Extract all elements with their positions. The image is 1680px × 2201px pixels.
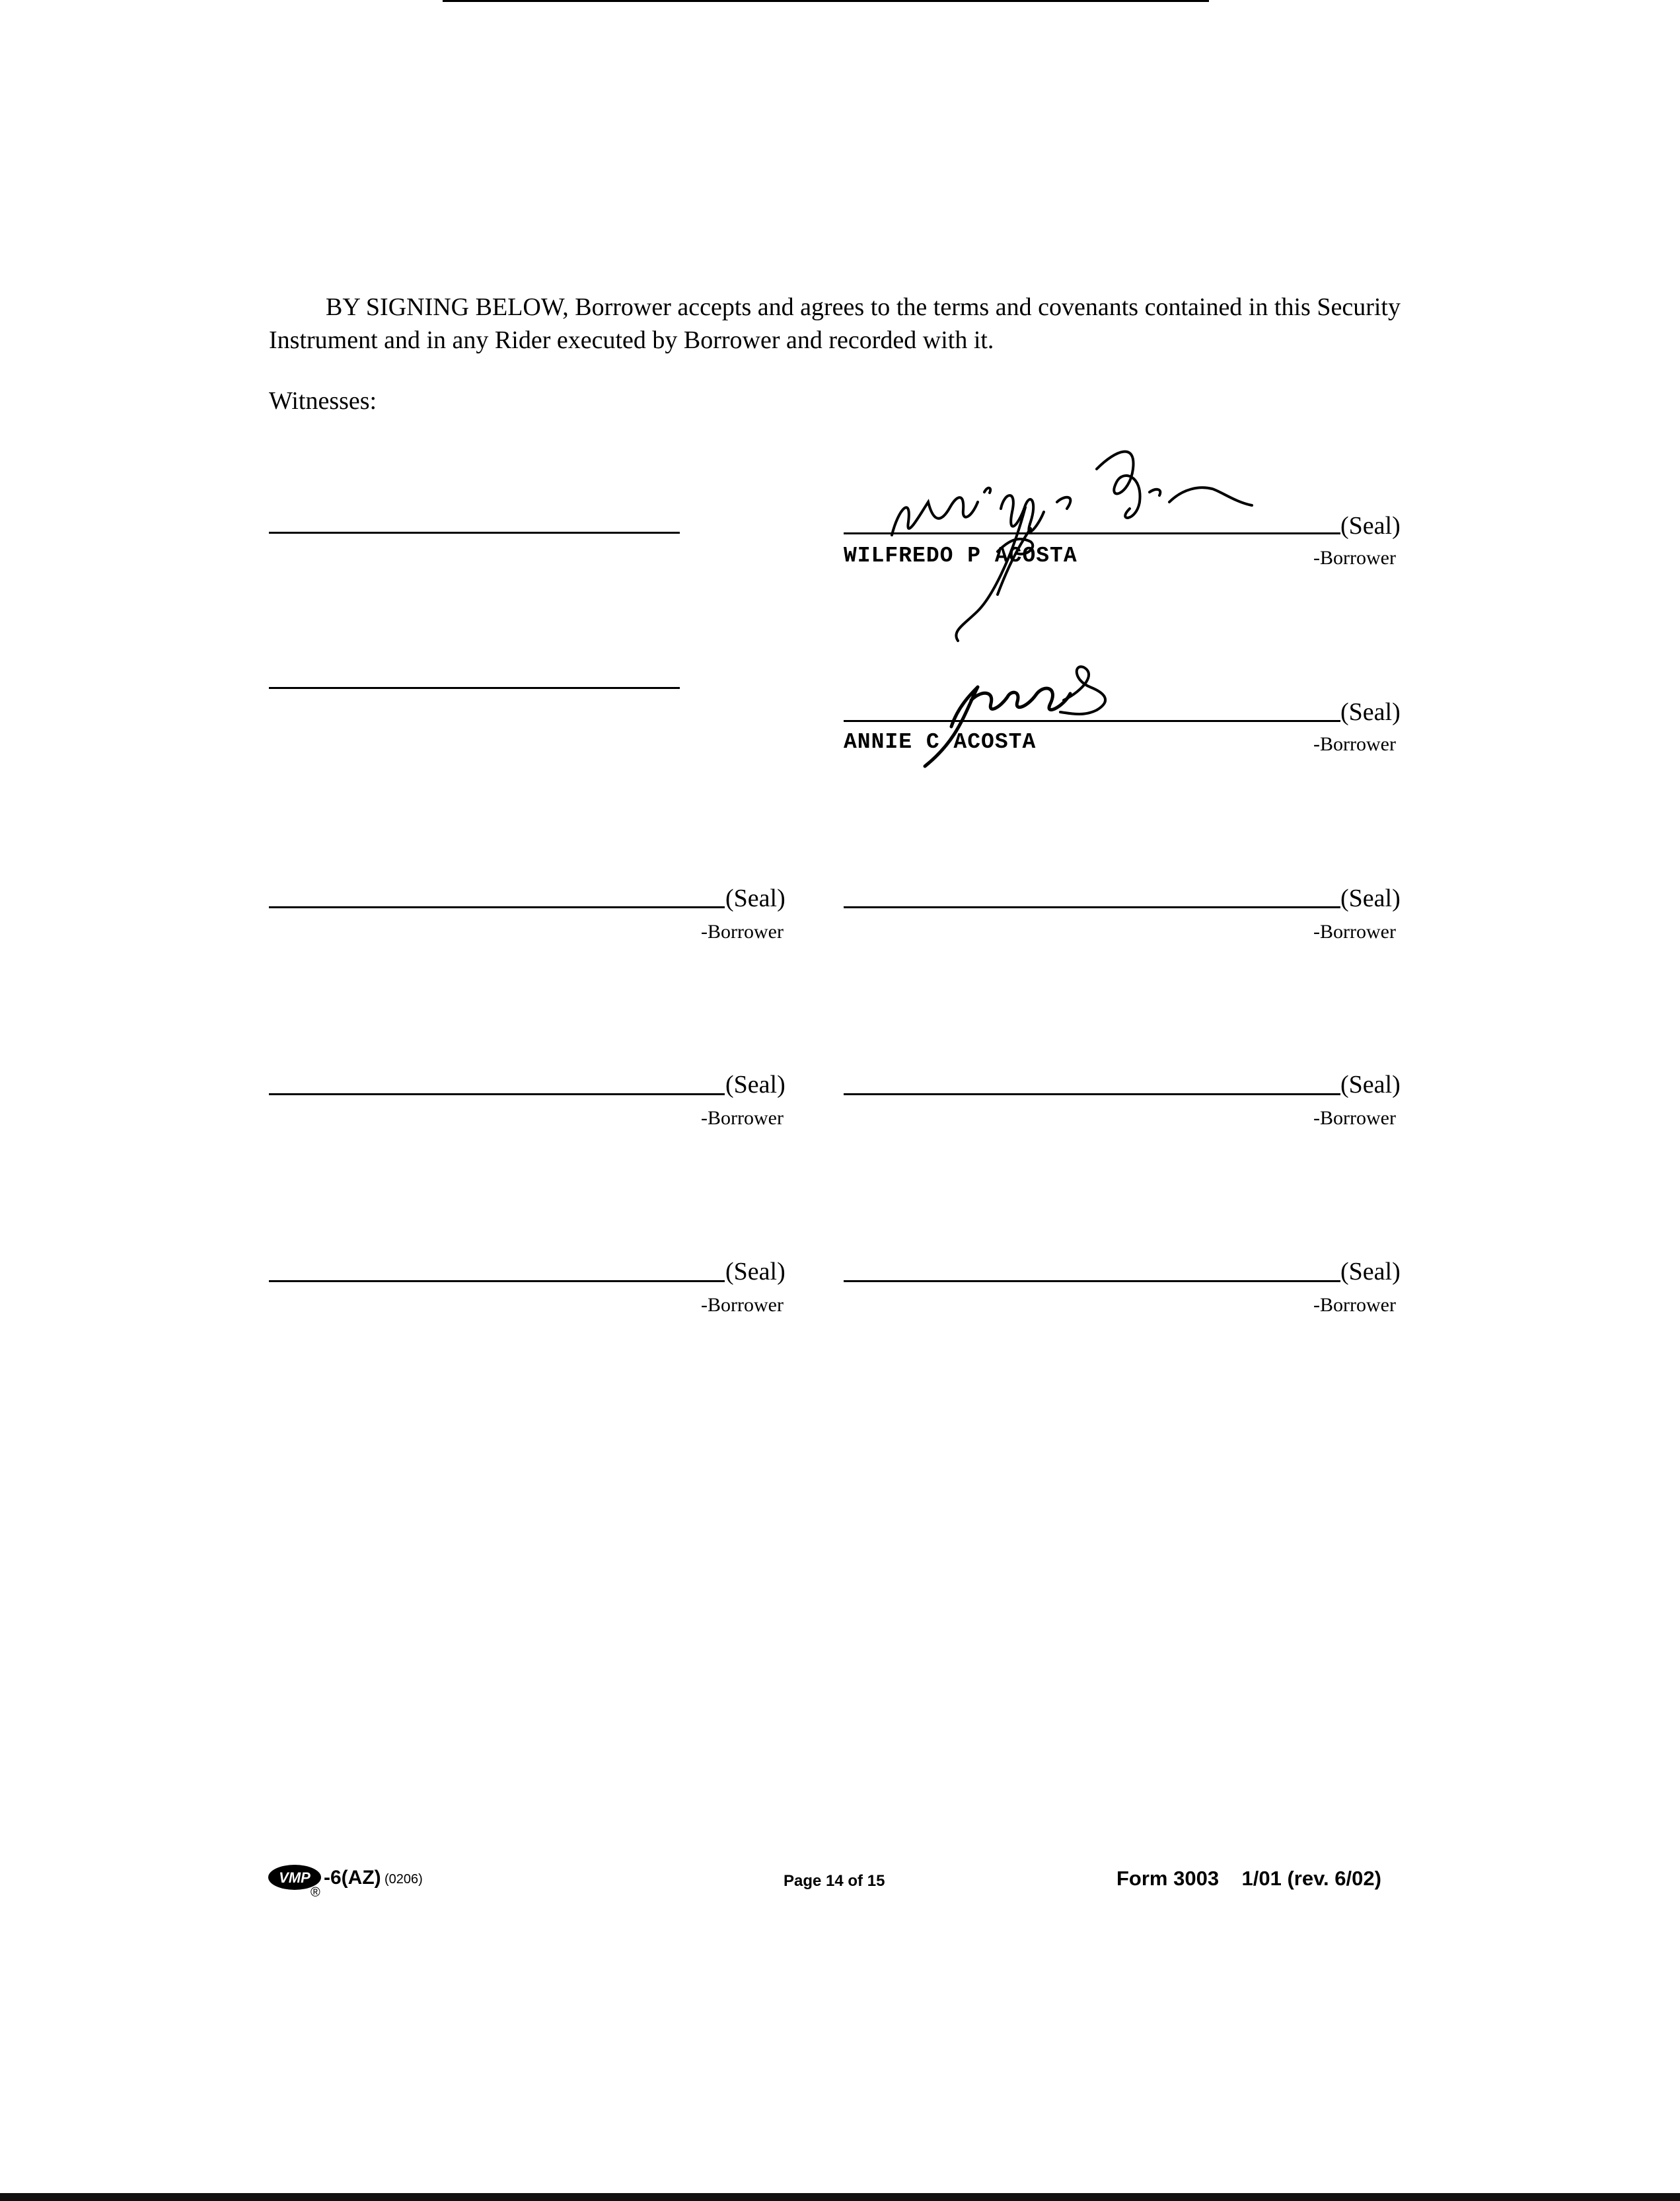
borrower-1-name: WILFREDO P ACOSTA: [844, 544, 1077, 568]
signing-statement: [269, 291, 1401, 357]
form-number: Form 3003 1/01 (rev. 6/02): [1116, 1867, 1381, 1890]
blank-seal-label-left-3: (Seal): [725, 1258, 785, 1285]
blank-signature-line-right-2: [844, 1093, 1340, 1095]
signing-statement-text: BY SIGNING BELOW, Borrower accepts and agrees to the terms and covenants contained in this Security Instrument and in any Rider executed by Borrower and recorded with it.: [269, 293, 1401, 354]
borrower-2-signature-line: [844, 720, 1340, 722]
blank-seal-label-left-2: (Seal): [725, 1071, 785, 1099]
blank-role-label-left-2: -Borrower: [701, 1107, 784, 1129]
blank-role-label-right-3: -Borrower: [1313, 1294, 1396, 1316]
borrower-2-role-label: -Borrower: [1313, 733, 1396, 755]
blank-role-label-right-2: -Borrower: [1313, 1107, 1396, 1129]
borrower-1-role-label: -Borrower: [1313, 547, 1396, 569]
page-number: Page 14 of 15: [784, 1872, 885, 1890]
blank-role-label-left-3: -Borrower: [701, 1294, 784, 1316]
borrower-1-signature: [839, 429, 1301, 647]
blank-signature-line-right-1: [844, 906, 1340, 908]
blank-seal-label-right-1: (Seal): [1340, 884, 1401, 912]
form-edition: (0206): [384, 1872, 423, 1887]
borrower-1-seal-label: (Seal): [1340, 512, 1401, 540]
witnesses-label: Witnesses:: [269, 387, 377, 415]
registered-mark: ®: [310, 1885, 320, 1900]
scan-bottom-edge: [0, 2193, 1680, 2201]
blank-signature-line-right-3: [844, 1280, 1340, 1282]
blank-seal-label-left-1: (Seal): [725, 884, 785, 912]
blank-role-label-right-1: -Borrower: [1313, 921, 1396, 943]
borrower-2-seal-label: (Seal): [1340, 698, 1401, 726]
witness-line-2: [269, 687, 680, 689]
blank-seal-label-right-3: (Seal): [1340, 1258, 1401, 1285]
top-rule: [443, 0, 1209, 2]
borrower-2-name: ANNIE C ACOSTA: [844, 730, 1037, 754]
svg-text:VMP: VMP: [279, 1869, 310, 1886]
witness-line-1: [269, 532, 680, 534]
borrower-1-signature-line: [844, 532, 1340, 534]
borrower-2-signature: [885, 654, 1163, 773]
blank-signature-line-left-3: [269, 1280, 725, 1282]
blank-role-label-left-1: -Borrower: [701, 921, 784, 943]
blank-signature-line-left-2: [269, 1093, 725, 1095]
form-code: -6(AZ): [324, 1867, 381, 1889]
blank-signature-line-left-1: [269, 906, 725, 908]
blank-seal-label-right-2: (Seal): [1340, 1071, 1401, 1099]
